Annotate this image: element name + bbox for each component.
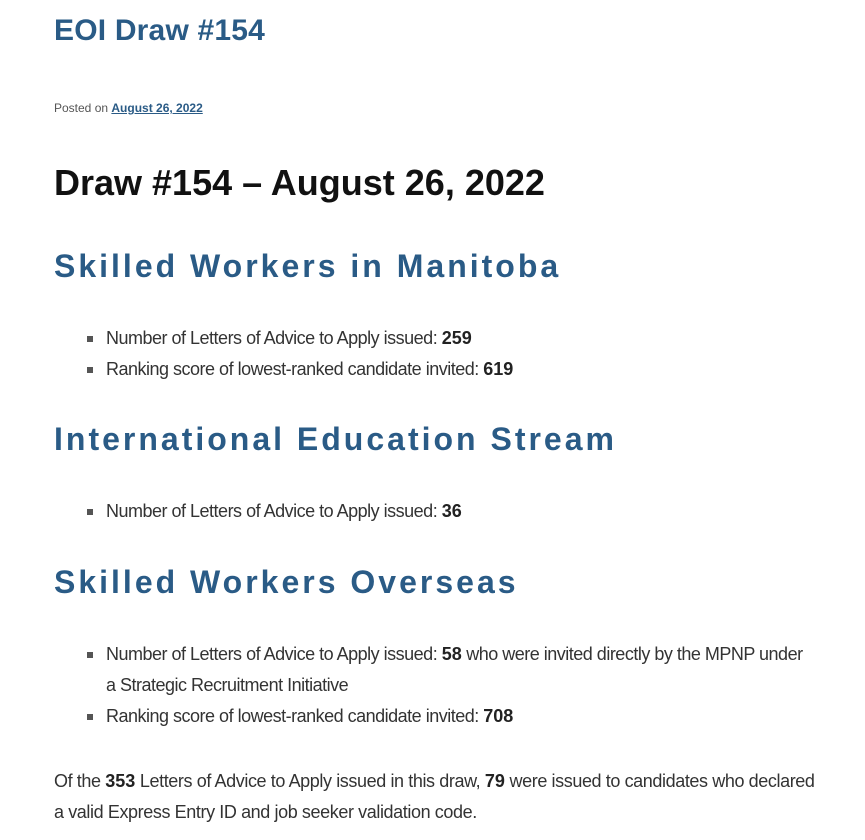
section-heading-international-education: International Education Stream [54, 421, 617, 457]
summary-text: Letters of Advice to Apply issued in this draw, [135, 771, 485, 791]
item-text: Number of Letters of Advice to Apply issued: [106, 501, 442, 521]
section-heading-skilled-workers-manitoba: Skilled Workers in Manitoba [54, 248, 562, 284]
item-text: Ranking score of lowest-ranked candidate invited: [106, 706, 484, 726]
item-value: 58 [441, 644, 462, 664]
bullet-icon [87, 714, 93, 720]
item-suffix: who were invited directly by the MPNP under a Strategic Recruitment Initiative [106, 644, 803, 695]
bullet-icon [87, 367, 93, 373]
draw-summary [54, 766, 824, 828]
summary-text: Of the [54, 771, 106, 791]
draw-heading: Draw #154 – August 26, 2022 [54, 162, 545, 203]
item-text: Number of Letters of Advice to Apply issued: [106, 644, 442, 664]
bullet-icon [87, 652, 93, 658]
list-item [84, 701, 814, 732]
summary-ee-count: 79 [484, 771, 505, 791]
posted-date-link[interactable]: August 26, 2022 [111, 101, 203, 115]
bullet-icon [87, 509, 93, 515]
item-value: 708 [483, 706, 514, 726]
list-item [84, 323, 814, 354]
list-item [84, 354, 814, 385]
list-item [84, 639, 814, 701]
posted-prefix: Posted on [54, 101, 112, 115]
list-item [84, 496, 814, 527]
post-title[interactable]: EOI Draw #154 [54, 14, 266, 47]
section-heading-skilled-workers-overseas: Skilled Workers Overseas [54, 564, 519, 600]
item-value: 259 [441, 328, 472, 348]
item-value: 36 [441, 501, 462, 521]
summary-total: 353 [105, 771, 136, 791]
item-text: Ranking score of lowest-ranked candidate invited: [106, 359, 484, 379]
item-value: 619 [483, 359, 514, 379]
section-list-skilled-workers-overseas [84, 639, 814, 732]
posted-on [54, 101, 203, 115]
item-text: Number of Letters of Advice to Apply issued: [106, 328, 442, 348]
bullet-icon [87, 336, 93, 342]
section-list-skilled-workers-manitoba [84, 323, 814, 385]
summary-text: were issued to candidates who declared a valid Express Entry ID and job seeker validation code. [54, 771, 815, 822]
section-list-international-education [84, 496, 814, 527]
